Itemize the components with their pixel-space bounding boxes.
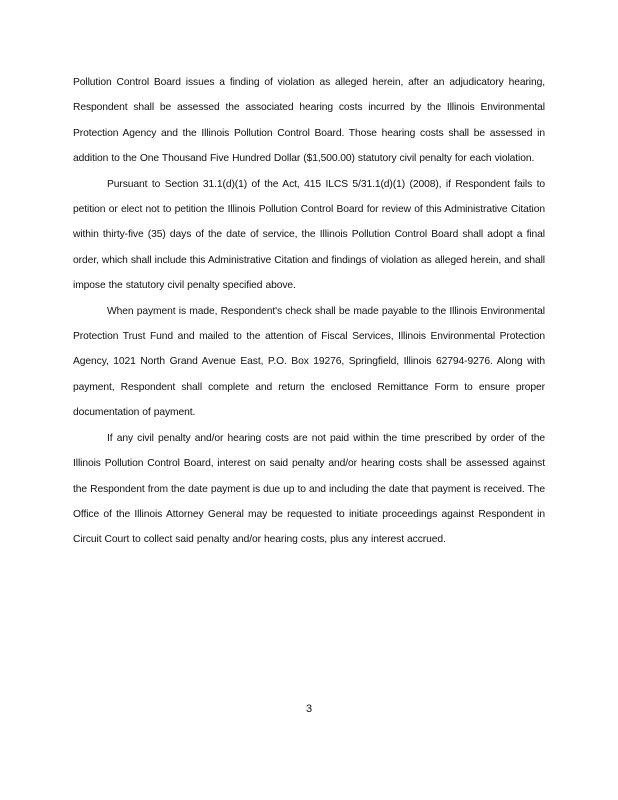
paragraph-interest-collection: If any civil penalty and/or hearing costs are not paid within the time prescribed by order of the Illinois Pollution Control Board, interest on said penalty and/or hearing costs shall be assessed against the Respondent from the date payment is due up to and including the date that payment is received. The Office of the Illinois Attorney General may be requested to initiate proceedings against Respondent in Circuit Court to collect said penalty and/or hearing costs, plus any interest accrued. <box>73 432 545 546</box>
paragraph-payment-instructions: When payment is made, Respondent's check shall be made payable to the Illinois Environmental Protection Trust Fund and mailed to the attention of Fiscal Services, Illinois Environmental Protection Agency, 1021 North Grand Avenue East, P.O. Box 19276, Springfield, Illinois 62794-9276. Along with payment, Respondent shall complete and return the enclosed Remittance Form to ensure proper documentation of payment. <box>73 305 545 419</box>
paragraph-hearing-costs: Pollution Control Board issues a finding of violation as alleged herein, after an adjudicatory hearing, Respondent shall be assessed the associated hearing costs incurred by the Illinois Environmental Protection Agency and the Illinois Pollution Control Board. Those hearing costs shall be assessed in addition to the One Thousand Five Hundred Dollar ($1,500.00) statutory civil penalty for each violation. <box>73 77 545 165</box>
document-body <box>73 70 545 553</box>
page-number: 3 <box>305 703 313 715</box>
paragraph-final-order: Pursuant to Section 31.1(d)(1) of the Act, 415 ILCS 5/31.1(d)(1) (2008), if Respondent fails to petition or elect not to petition the Illinois Pollution Control Board for review of this Administrative Citation within thirty-five (35) days of the date of service, the Illinois Pollution Control Board shall adopt a final order, which shall include this Administrative Citation and findings of violation as alleged herein, and shall impose the statutory civil penalty specified above. <box>73 178 545 292</box>
